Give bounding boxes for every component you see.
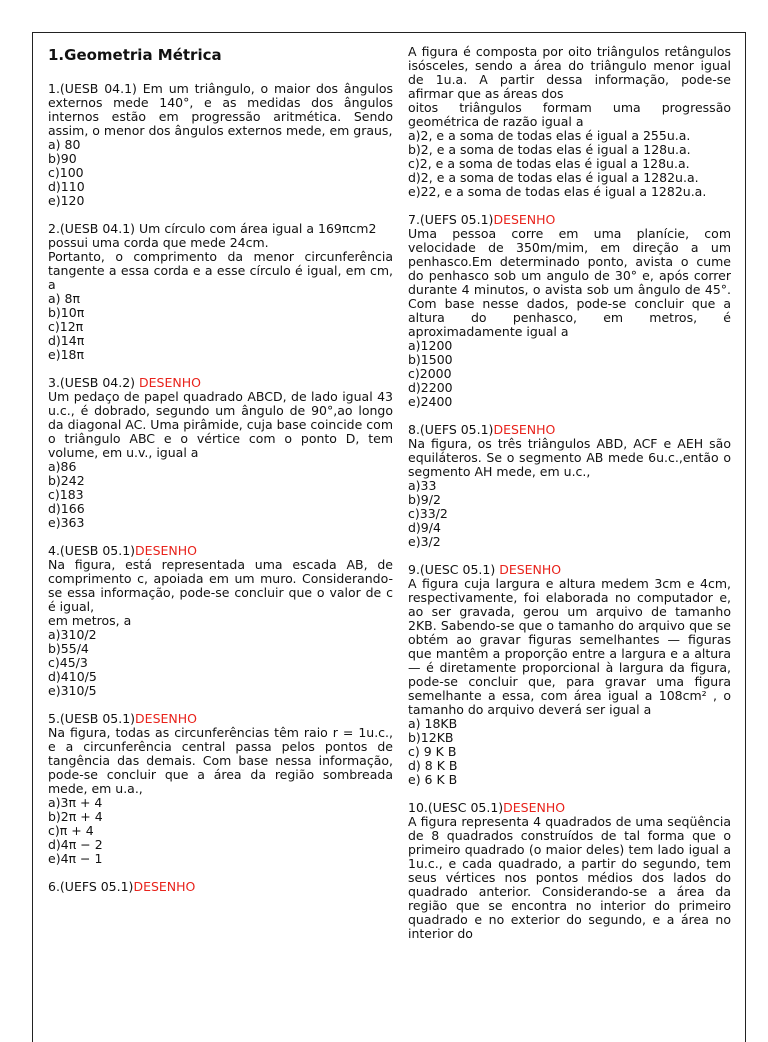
drawing-tag: DESENHO — [503, 800, 566, 815]
question-text: Um pedaço de papel quadrado ABCD, de lado igual 43 u.c., é dobrado, segundo um ângulo de 90°,ao longo da diagonal AC. Uma pirâmide, cuja base coincide com o triângulo ABC e o vértice com o ponto D, tem volume, em u.v., igual a — [48, 389, 393, 460]
option: d)4π − 2 — [48, 837, 103, 852]
question-source: 7.(UEFS 05.1) — [408, 212, 494, 227]
option: e)22, e a soma de todas elas é igual a 1282u.a. — [408, 184, 707, 199]
option: b)12KB — [408, 730, 454, 745]
question-text: A figura representa 4 quadrados de uma seqüência de 8 quadrados construídos de tal forma que o primeiro quadrado (o maior deles) tem lado igual a 1u.c., e cada quadrado, a partir do segundo, tem seus vértices nos pontos médios dos lados do quadrado anterior. Considerando-se a área da região que se encontra no interior do primeiro quadrado e no exterior do segundo, e a área no interior do — [408, 814, 731, 941]
option: b)2π + 4 — [48, 809, 103, 824]
question-7 — [408, 213, 731, 409]
left-column — [48, 45, 393, 908]
question-8 — [408, 423, 731, 549]
option: d)166 — [48, 501, 85, 516]
option: a) 8π — [48, 291, 80, 306]
question-source: 3.(UESB 04.2) — [48, 375, 136, 390]
option: a) 18KB — [408, 716, 458, 731]
option: b)2, e a soma de todas elas é igual a 128u.a. — [408, 142, 691, 157]
question-source: 10.(UESC 05.1) — [408, 800, 504, 815]
question-9 — [408, 563, 731, 787]
option: c)100 — [48, 165, 84, 180]
question-source: 5.(UESB 05.1) — [48, 711, 136, 726]
option: d)2, e a soma de todas elas é igual a 1282u.a. — [408, 170, 699, 185]
question-text: Na figura, todas as circunferências têm raio r = 1u.c., e a circunferência central passa pelos pontos de tangência das demais. Com base nessa informação, pode-se concluir que a área da região sombreada mede, em u.a., — [48, 725, 393, 796]
drawing-tag: DESENHO — [139, 375, 201, 390]
option: a)86 — [48, 459, 77, 474]
question-4 — [48, 544, 393, 698]
option: c) 9 K B — [408, 744, 457, 759]
option: c)2, e a soma de todas elas é igual a 128u.a. — [408, 156, 690, 171]
question-6-continued — [408, 45, 731, 199]
option: d) 8 K B — [408, 758, 458, 773]
option: b)90 — [48, 151, 77, 166]
option: e)310/5 — [48, 683, 97, 698]
drawing-tag: DESENHO — [135, 711, 197, 726]
question-6 — [48, 880, 393, 894]
question-text: Uma pessoa corre em uma planície, com velocidade de 350m/mim, em direção a um penhasco.Em determinado ponto, avista o cume do penhasco sob um angulo de 30° e, após correr durante 4 minutos, o avista sob um ângulo de 45°. Com base nesse dados, pode-se concluir que a altura do penhasco, em metros, é aproximadamente igual a — [408, 226, 731, 339]
page-title: 1.Geometria Métrica — [48, 46, 222, 64]
drawing-tag: DESENHO — [135, 543, 197, 558]
question-5 — [48, 712, 393, 866]
option: c)π + 4 — [48, 823, 94, 838]
question-text: A figura é composta por oito triângulos retângulos isósceles, sendo a área do triângulo menor igual de 1u.a. A partir dessa informação, pode-se afirmar que as áreas dos — [408, 45, 731, 101]
option: b)10π — [48, 305, 85, 320]
question-3 — [48, 376, 393, 530]
question-text: Um círculo com área igual a 169πcm2 — [139, 221, 377, 236]
option: b)55/4 — [48, 641, 89, 656]
option: d)410/5 — [48, 669, 97, 684]
option: e)2400 — [408, 394, 453, 409]
question-source: 8.(UEFS 05.1) — [408, 422, 494, 437]
question-source: 1.(UESB 04.1) — [48, 81, 137, 96]
option: a)3π + 4 — [48, 795, 103, 810]
option: d)9/4 — [408, 520, 441, 535]
question-text: Na figura, os três triângulos ABD, ACF e AEH são equiláteros. Se o segmento AB mede 6u.c.,então o segmento AH mede, em u.c., — [408, 436, 731, 479]
option: d)110 — [48, 179, 85, 194]
document-page — [32, 32, 746, 1042]
option: e)18π — [48, 347, 84, 362]
option: a)1200 — [408, 338, 453, 353]
drawing-tag: DESENHO — [493, 422, 556, 437]
option: e)363 — [48, 515, 85, 530]
question-text-line: oitos triângulos formam uma progressão geométrica de razão igual a — [408, 100, 731, 129]
question-source: 9.(UESC 05.1) — [408, 562, 496, 577]
right-column — [408, 45, 731, 955]
option: b)1500 — [408, 352, 453, 367]
option: c)33/2 — [408, 506, 448, 521]
question-1 — [48, 82, 393, 208]
option: d)14π — [48, 333, 85, 348]
question-text: A figura cuja largura e altura medem 3cm e 4cm, respectivamente, foi elaborada no computador e, ao ser gravada, gerou um arquivo de tamanho 2KB. Sabendo-se que o tamanho do arquivo que se obtém ao gravar figuras semelhantes — figuras que mantêm a proporção entre a largura e a altura — é diretamente proporcional à largura da figura, pode-se concluir que, para gravar uma figura semelhante a essa, com área igual a 108cm² , o tamanho do arquivo deverá ser igual a — [408, 576, 731, 717]
option: c)183 — [48, 487, 84, 502]
question-text-line: Portanto, o comprimento da menor circunferência tangente a essa corda e a esse círculo é igual, em cm, a — [48, 249, 393, 292]
drawing-tag: DESENHO — [499, 562, 562, 577]
option: b)242 — [48, 473, 85, 488]
option: a)310/2 — [48, 627, 97, 642]
option: a)33 — [408, 478, 437, 493]
option: c)45/3 — [48, 655, 88, 670]
question-text-line: em metros, a — [48, 613, 132, 628]
drawing-tag: DESENHO — [493, 212, 556, 227]
question-source: 6.(UEFS 05.1) — [48, 879, 134, 894]
option: d)2200 — [408, 380, 453, 395]
drawing-tag: DESENHO — [133, 879, 196, 894]
question-text-line: possui uma corda que mede 24cm. — [48, 235, 269, 250]
option: b)9/2 — [408, 492, 441, 507]
question-2 — [48, 222, 393, 362]
option: e) 6 K B — [408, 772, 458, 787]
question-text: Em um triângulo, o maior dos ângulos externos mede 140°, e as medidas dos ângulos internos estão em progressão aritmética. Sendo assim, o menor dos ângulos externos mede, em graus, — [48, 81, 393, 138]
option: c)12π — [48, 319, 84, 334]
question-10 — [408, 801, 731, 941]
option: e)4π − 1 — [48, 851, 103, 866]
question-source: 2.(UESB 04.1) — [48, 221, 136, 236]
question-text: Na figura, está representada uma escada AB, de comprimento c, apoiada em um muro. Considerando-se essa informação, pode-se concluir que o valor de c é igual, — [48, 557, 393, 614]
option: a) 80 — [48, 137, 81, 152]
question-source: 4.(UESB 05.1) — [48, 543, 136, 558]
option: e)120 — [48, 193, 85, 208]
option: c)2000 — [408, 366, 452, 381]
option: a)2, e a soma de todas elas é igual a 255u.a. — [408, 128, 691, 143]
option: e)3/2 — [408, 534, 441, 549]
